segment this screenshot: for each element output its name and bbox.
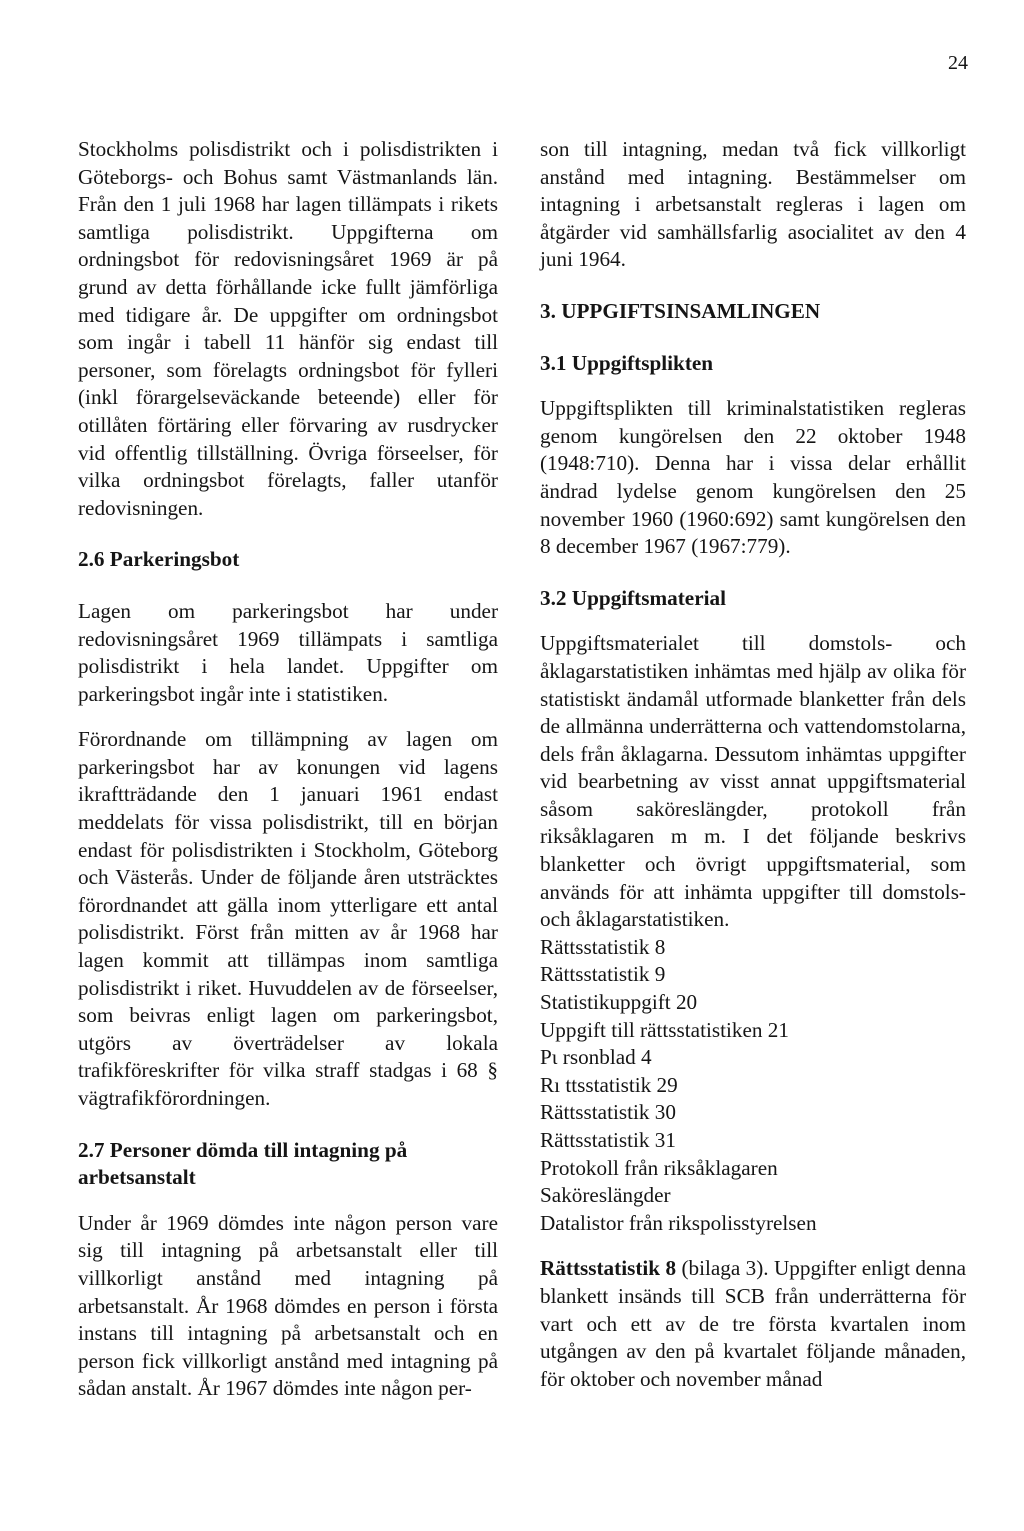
left-column: [78, 136, 498, 1403]
list-item: Pɩ rsonblad 4: [540, 1045, 652, 1070]
paragraph-rattsstatistik-8-text: (bilaga 3). Uppgifter enligt denna blankett insänds till SCB från underrätterna för vart och ett av de tre första kvartalen inom utgången av den på kvartalet följande månaden, för oktober och november månad: [540, 1256, 966, 1391]
heading-3-1-uppgiftsplikten: 3.1 Uppgiftsplikten: [540, 350, 714, 375]
paragraph-parkeringsbot-1: Lagen om parkeringsbot har under redovisningsåret 1969 tillämpats i samtliga polisdistrikt i hela landet. Uppgifter om parkeringsbot ingår inte i statistiken.: [78, 598, 498, 706]
paragraph-parkeringsbot-2: Förordnande om tillämpning av lagen om parkeringsbot har av konungen vid lagens ikraftträdande den 1 januari 1961 endast meddelats för vissa polisdistrikt, till en början endast för polisdistrikten i Stockholm, Göteborg och Västerås. Under de följande åren utsträcktes förordnandet att gälla inom ytterligare ett antal polisdistrikt. Först från mitten av år 1968 har lagen kommit att tillämpas inom samtliga polisdistrikt i riket. Huvuddelen av de förseelser, som beivras enligt lagen om parkeringsbot, utgörs av överträdelser av lokala trafikföreskrifter för vilka straff stadgas i 68 § vägtrafikförordningen.: [78, 727, 498, 1110]
paragraph-ordningsbot: Stockholms polisdistrikt och i polisdistrikten i Göteborgs- och Bohus samt Västmanlands län. Från den 1 juli 1968 har lagen tillämpats i rikets samtliga polisdistrikt. Uppgifterna om ordningsbot för redovisningsåret 1969 är på grund av detta förhållande icke fullt jämförliga med tidigare år. De uppgifter om ordningsbot som ingår i tabell 11 hänför sig endast till personer, som förelagts ordningsbot för fylleri (inkl förargelseväckande beteende) eller för otillåten förtäring eller förvaring av rusdrycker vid offentlig tillställning. Övriga förseelser, för vilka ordningsbot förelagts, faller utanför redovisningen.: [78, 137, 498, 520]
list-item: Statistikuppgift 20: [540, 990, 698, 1015]
list-item: Uppgift till rättsstatistiken 21: [540, 1017, 789, 1042]
heading-2-6-parkeringsbot: 2.6 Parkeringsbot: [78, 547, 240, 572]
list-item: Protokoll från riksåklagaren: [540, 1155, 778, 1180]
paragraph-arbetsanstalt: Under år 1969 dömdes inte någon person vare sig till intagning på arbetsanstalt eller till villkorligt anstånd med intagning på arbetsanstalt. År 1968 dömdes en person i första instans till intagning på arbetsanstalt och en person fick villkorligt anstånd med intagning på sådan anstalt. År 1967 dömdes inte någon per-: [78, 1210, 498, 1401]
paragraph-uppgiftsplikten: Uppgiftsplikten till kriminalstatistiken regleras genom kungörelsen den 22 oktober 1948 (1948:710). Denna har i vissa delar erhållit ändrad lydelse genom kungörelsen den 25 november 1960 (1960:692) samt kungörelsen den 8 december 1967 (1967:779).: [540, 396, 966, 559]
paragraph-rattsstatistik-8: [540, 1255, 966, 1393]
list-item: Rättsstatistik 30: [540, 1100, 676, 1125]
list-item: Datalistor från rikspolisstyrelsen: [540, 1210, 817, 1235]
list-item: Rättsstatistik 9: [540, 962, 666, 987]
blankett-list: [540, 934, 966, 1238]
heading-2-7-arbetsanstalt: 2.7 Personer dömda till intagning på arbetsanstalt: [78, 1137, 408, 1190]
list-item: Rättsstatistik 8: [540, 934, 666, 959]
list-item: Saköreslängder: [540, 1183, 671, 1208]
term-rattsstatistik-8: Rättsstatistik 8: [540, 1256, 677, 1281]
right-column: [540, 136, 966, 1393]
list-item: Rı ttsstatistik 29: [540, 1072, 678, 1097]
list-item: Rättsstatistik 31: [540, 1128, 676, 1152]
paragraph-arbetsanstalt-cont: son till intagning, medan två fick villkorligt anstånd med intagning. Bestämmelser om intagning i arbetsanstalt regleras i lagen om åtgärder vid samhällsfarlig asocialitet av den 4 juni 1964.: [540, 137, 966, 272]
paragraph-uppgiftsmaterial: Uppgiftsmaterialet till domstols- och åklagarstatistiken inhämtas med hjälp av olika för statistiskt ändamål utformade blanketter från dels de allmänna underrätterna och vattendomstolarna, dels från åklagarna. Dessutom inhämtas uppgifter vid bearbetning av visst annat uppgiftsmaterial såsom saköreslängder, protokoll från riksåklagaren m m. I det följande beskrivs blanketter och övrigt uppgiftsmaterial, som används för att inhämta uppgifter till domstols- och åklagarstatistiken.: [540, 631, 966, 932]
page-number: 24: [948, 52, 968, 74]
heading-3-uppgiftsinsamlingen: 3. UPPGIFTSINSAMLINGEN: [540, 298, 821, 323]
heading-3-2-uppgiftsmaterial: 3.2 Uppgiftsmaterial: [540, 585, 726, 610]
